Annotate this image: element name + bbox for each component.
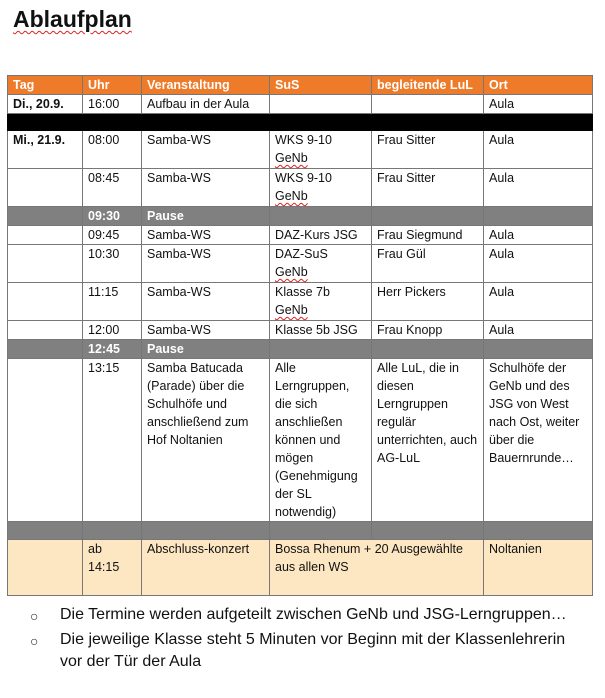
cell-veranstaltung: Samba-WS <box>142 245 270 283</box>
cell-ort: Aula <box>484 226 593 245</box>
cell-ort: Aula <box>484 131 593 169</box>
cell-veranstaltung: Abschluss-konzert <box>142 540 270 596</box>
table-row <box>8 95 593 114</box>
cell-uhr: 12:45 <box>83 340 142 359</box>
cell-uhr: 09:30 <box>83 207 142 226</box>
header-uhr: Uhr <box>83 76 142 95</box>
header-sus: SuS <box>270 76 372 95</box>
cell-ort: Aula <box>484 245 593 283</box>
cell-uhr: ab 14:15 <box>83 540 142 596</box>
table-row <box>8 359 593 522</box>
cell-sus: Alle Lerngruppen, die sich anschließen können und mögen (Genehmigung der SL notwendig) <box>270 359 372 522</box>
cell-veranstaltung: Samba Batucada (Parade) über die Schulhöfe und anschließend zum Hof Noltanien <box>142 359 270 522</box>
cell-sus: Klasse 5b JSG <box>270 321 372 340</box>
cell-tag <box>8 169 83 207</box>
cell-uhr: 10:30 <box>83 245 142 283</box>
cell-uhr: 11:15 <box>83 283 142 321</box>
separator-row <box>8 522 593 540</box>
cell-lul: Frau Knopp <box>372 321 484 340</box>
cell-tag: Di., 20.9. <box>8 95 83 114</box>
cell-sus: Bossa Rhenum + 20 Ausgewählte aus allen WS <box>270 540 484 596</box>
cell-veranstaltung: Samba-WS <box>142 169 270 207</box>
cell-veranstaltung: Samba-WS <box>142 321 270 340</box>
cell-sus: WKS 9-10 GeNb <box>270 131 372 169</box>
cell-lul: Frau Gül <box>372 245 484 283</box>
cell-lul <box>372 95 484 114</box>
header-tag: Tag <box>8 76 83 95</box>
cell-ort: Aula <box>484 283 593 321</box>
cell-ort: Noltanien <box>484 540 593 596</box>
cell-veranstaltung: Pause <box>142 340 270 359</box>
cell-sus: Klasse 7b GeNb <box>270 283 372 321</box>
cell-veranstaltung: Aufbau in der Aula <box>142 95 270 114</box>
cell-veranstaltung: Samba-WS <box>142 283 270 321</box>
list-item: ○ Die Termine werden aufgeteilt zwischen GeNb und JSG-Lerngruppen… <box>30 604 590 626</box>
cell-ort: Aula <box>484 95 593 114</box>
cell-veranstaltung: Samba-WS <box>142 131 270 169</box>
table-row <box>8 131 593 169</box>
cell-ort: Aula <box>484 321 593 340</box>
table-row <box>8 283 593 321</box>
cell-uhr: 08:00 <box>83 131 142 169</box>
cell-uhr: 09:45 <box>83 226 142 245</box>
circle-bullet-icon: ○ <box>30 633 39 649</box>
cell-sus <box>270 95 372 114</box>
cell-veranstaltung: Pause <box>142 207 270 226</box>
list-item: ○ Die jeweilige Klasse steht 5 Minuten vor Beginn mit der Klassenlehrerin vor der Tür der Aula <box>30 631 566 670</box>
schedule-table <box>7 75 593 596</box>
separator-row <box>8 114 593 131</box>
cell-lul: Herr Pickers <box>372 283 484 321</box>
table-header-row <box>8 76 593 95</box>
header-lul: begleitende LuL <box>372 76 484 95</box>
table-row <box>8 245 593 283</box>
table-row <box>8 226 593 245</box>
cell-sus: WKS 9-10 GeNb <box>270 169 372 207</box>
cell-sus: DAZ-Kurs JSG <box>270 226 372 245</box>
cell-uhr: 16:00 <box>83 95 142 114</box>
cell-lul: Alle LuL, die in diesen Lerngruppen regulär unterrichten, auch AG-LuL <box>372 359 484 522</box>
cell-lul: Frau Siegmund <box>372 226 484 245</box>
header-veranstaltung: Veranstaltung <box>142 76 270 95</box>
cell-uhr: 12:00 <box>83 321 142 340</box>
cell-sus: DAZ-SuS GeNb <box>270 245 372 283</box>
notes-list <box>30 604 590 676</box>
circle-bullet-icon: ○ <box>30 608 39 624</box>
cell-ort: Schulhöfe der GeNb und des JSG von West nach Ost, weiter über die Bauernrunde… <box>484 359 593 522</box>
table-row <box>8 540 593 596</box>
header-ort: Ort <box>484 76 593 95</box>
cell-uhr: 08:45 <box>83 169 142 207</box>
cell-uhr: 13:15 <box>83 359 142 522</box>
cell-lul: Frau Sitter <box>372 131 484 169</box>
table-row <box>8 321 593 340</box>
cell-ort: Aula <box>484 169 593 207</box>
table-row <box>8 169 593 207</box>
page-title: Ablaufplan <box>13 6 132 32</box>
cell-tag: Mi., 21.9. <box>8 131 83 169</box>
cell-lul: Frau Sitter <box>372 169 484 207</box>
cell-veranstaltung: Samba-WS <box>142 226 270 245</box>
pause-row <box>8 340 593 359</box>
pause-row <box>8 207 593 226</box>
